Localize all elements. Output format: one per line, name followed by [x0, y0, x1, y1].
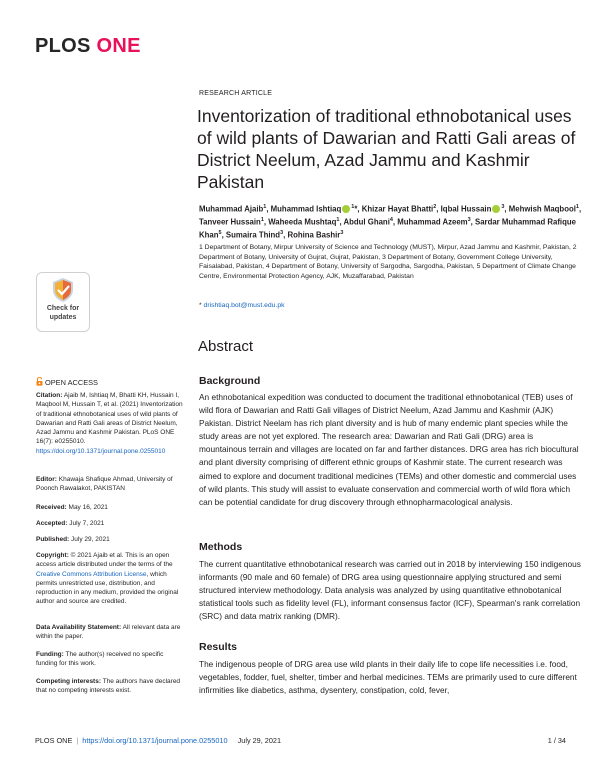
accepted-label: Accepted:: [36, 520, 68, 527]
author-separator: ,: [283, 230, 288, 240]
methods-heading: Methods: [199, 541, 243, 553]
footer-doi-link[interactable]: https://doi.org/10.1371/journal.pone.0255010: [82, 736, 228, 745]
author-affiliation-number: 2: [433, 204, 437, 210]
author-name: Mehwish Maqbool: [508, 204, 576, 214]
affiliations: 1 Department of Botany, Mirpur University of Science and Technology (MUST), Mirpur, Azad Jammu and Kashmir, Pakistan, 2 Department of Botany, University of Gujrat, Gujrat, Pakistan, 3 Department of Botany, Government College University, Faisalabad, Pakistan, 4 Department of Botany, University of Sargodha, Sargodha, Pakistan, 5 Department of Climate Change Centre, Environmental Protection Agency, AJK, Muzaffarabad, Pakistan: [199, 244, 577, 281]
article-type: RESEARCH ARTICLE: [199, 90, 273, 97]
footer-journal: PLOS ONE: [35, 736, 73, 745]
citation-label: Citation:: [36, 392, 63, 399]
funding-text: The author(s) received no specific funding for this work.: [36, 651, 164, 668]
accepted: [36, 519, 186, 528]
citation-text: Ajaib M, Ishtiaq M, Bhatti KH, Hussain I, Maqbool M, Hussain T, et al. (2021) Inventorization of traditional ethnobotanical uses of wild plants of Dawarian and Ratti Gali areas of District Neelum, Azad Jammu and Kashmir Pakistan. PLoS ONE 16(7): e0255010.: [36, 392, 183, 446]
copyright-label: Copyright:: [36, 552, 69, 559]
accepted-date: July 7, 2021: [69, 520, 105, 527]
author-affiliation-number: 3: [280, 230, 284, 237]
author-name: Sardar Muhammad Rafique Khan: [199, 217, 576, 240]
data-availability-label: Data Availability Statement:: [36, 624, 122, 631]
competing-text: The authors have declared that no competing interests exist.: [36, 678, 181, 695]
citation-doi-link[interactable]: https://doi.org/10.1371/journal.pone.0255010: [36, 447, 166, 455]
citation: [36, 391, 186, 456]
page-number: 1 / 34: [547, 736, 566, 745]
methods-text: The current quantitative ethnobotanical research was carried out in 2018 by interviewing 150 indigenous informants (90 male and 60 female) of DRG area using questionnaire applying structured and semi structured interview methodology. Data analysis was analyzed by using quantitative ethnobotanical statistical tools such as fidelity level (FL), informant consensus factor (ICF), Spearman's rank correlation (SRC) and data matrix ranking (DMR).: [199, 559, 581, 622]
results-text: The indigenous people of DRG area use wild plants in their daily life to cope life necessities i.e. food, vegetables, fodder, fuel, shelter, timber and herbal medicines. TEMs are primarily used to cure different infirmities like diabetics, asthma, dysentery, constipation, cold, fever,: [199, 659, 577, 696]
check-updates-line1: Check for: [46, 305, 80, 312]
editor-label: Editor:: [36, 476, 57, 483]
author-name: Abdul Ghani: [343, 217, 390, 227]
check-updates-icon: [52, 277, 74, 303]
author-name: Waheeda Mushtaq: [268, 217, 337, 227]
author-list: [199, 202, 584, 241]
published-date: July 29, 2021: [71, 536, 110, 543]
footer-date: July 29, 2021: [237, 736, 282, 745]
author-affiliation-number: 1: [263, 204, 267, 210]
author-affiliation-number: 3: [501, 204, 505, 210]
author-name: Iqbal Hussain: [440, 204, 492, 214]
open-access-text: OPEN ACCESS: [45, 378, 98, 387]
corresponding-email[interactable]: * drishtiaq.bot@must.edu.pk: [199, 302, 285, 309]
journal-logo: [35, 35, 141, 58]
author-separator: ,: [470, 217, 476, 227]
check-for-updates-badge[interactable]: [36, 272, 90, 332]
copyright-text: © 2021 Ajaib et al. This is an open access article distributed under the terms of the: [36, 552, 173, 569]
author-separator: *,: [354, 204, 362, 214]
orcid-icon[interactable]: [492, 205, 500, 213]
data-availability: [36, 623, 186, 642]
article-title: Inventorization of traditional ethnobotanical uses of wild plants of Dawarian and Ratti Gali areas of District Neelum, Azad Jammu and Kashmir Pakistan: [197, 106, 576, 192]
results-heading: Results: [199, 641, 237, 653]
author-separator: ,: [578, 204, 582, 214]
background-text: An ethnobotanical expedition was conducted to document the traditional ethnobotanical (TEB) uses of wild flora of Dawarian and Ratti Gali villages of District Neelum, Azad Jammu and Kashmir (AJK) Pakistan. District Neelam has rich plant diversity and is hub of many endemic plant species while the study areas are not yet explored. The research area: Dawarian and Rati Gali (DRG) area is mountainous terrain and villages are located on far and farther distances. DRG area has rich biocultural and plant diversity comprising of different ethnic groups of Kashmir state. The current research was aimed to explore and document traditional medicines (TEMs) and other domestic and commercial uses of wild plants. This study will assist to evaluate conservation and commercial worth of wild flora which can be potential candidate for drug discovery through ethnopharmacological analysis.: [199, 392, 579, 507]
author-affiliation-number: 4: [389, 217, 393, 224]
author-name: Tanveer Hussain: [199, 217, 261, 227]
logo-plos: PLOS: [35, 35, 91, 57]
copyright-text-end: , which permits unrestricted use, distribution, and reproduction in any medium, provided the original author and source are credited.: [36, 570, 179, 606]
competing-interests: [36, 677, 186, 696]
published: [36, 535, 186, 544]
data-availability-text: All relevant data are within the paper.: [36, 624, 181, 641]
funding-label: Funding:: [36, 651, 64, 658]
author-separator: ,: [266, 204, 271, 214]
email-link[interactable]: drishtiaq.bot@must.edu.pk: [203, 302, 285, 309]
author-affiliation-number: 3: [340, 230, 344, 237]
orcid-icon[interactable]: [342, 205, 350, 213]
author-name: Muhammad Azeem: [397, 217, 468, 227]
author-affiliation-number: 3: [467, 217, 471, 224]
author-affiliation-number: 5: [218, 230, 222, 237]
author-separator: ,: [392, 217, 398, 227]
received-date: May 16, 2021: [68, 504, 108, 511]
author-separator: ,: [436, 204, 441, 214]
author-separator: ,: [504, 204, 509, 214]
editor: [36, 475, 186, 494]
author-separator: ,: [263, 217, 269, 227]
open-lock-icon: [36, 377, 43, 386]
background-heading: Background: [199, 375, 261, 387]
author-name: Khizar Hayat Bhatti: [361, 204, 434, 214]
author-affiliation-number: 1: [260, 217, 264, 224]
page-footer: PLOS ONE | https://doi.org/10.1371/journal.pone.0255010 July 29, 2021: [35, 736, 282, 745]
author-separator: ,: [339, 217, 344, 227]
published-label: Published:: [36, 536, 70, 543]
author-affiliation-number: 1: [336, 217, 340, 224]
author-name: Muhammad Ajaib: [199, 204, 264, 214]
author-affiliation-number: 1: [351, 204, 355, 210]
logo-one: ONE: [96, 35, 141, 57]
abstract-heading: Abstract: [198, 338, 254, 355]
editor-text: Khawaja Shafique Ahmad, University of Poonch Rawalakot, PAKISTAN: [36, 476, 173, 493]
license-link[interactable]: Creative Commons Attribution License: [36, 570, 147, 578]
author-affiliation-number: 1: [575, 204, 579, 210]
check-updates-line2: updates: [49, 313, 77, 321]
received-label: Received:: [36, 504, 67, 511]
author-separator: ,: [221, 230, 226, 240]
received: [36, 503, 186, 512]
copyright: [36, 551, 186, 607]
author-name: Muhammad Ishtiaq: [270, 204, 342, 214]
competing-label: Competing interests:: [36, 678, 102, 685]
author-name: Sumaira Thind: [225, 230, 281, 240]
open-access-label: [36, 377, 98, 387]
author-name: Rohina Bashir: [287, 230, 341, 240]
funding: [36, 650, 186, 669]
